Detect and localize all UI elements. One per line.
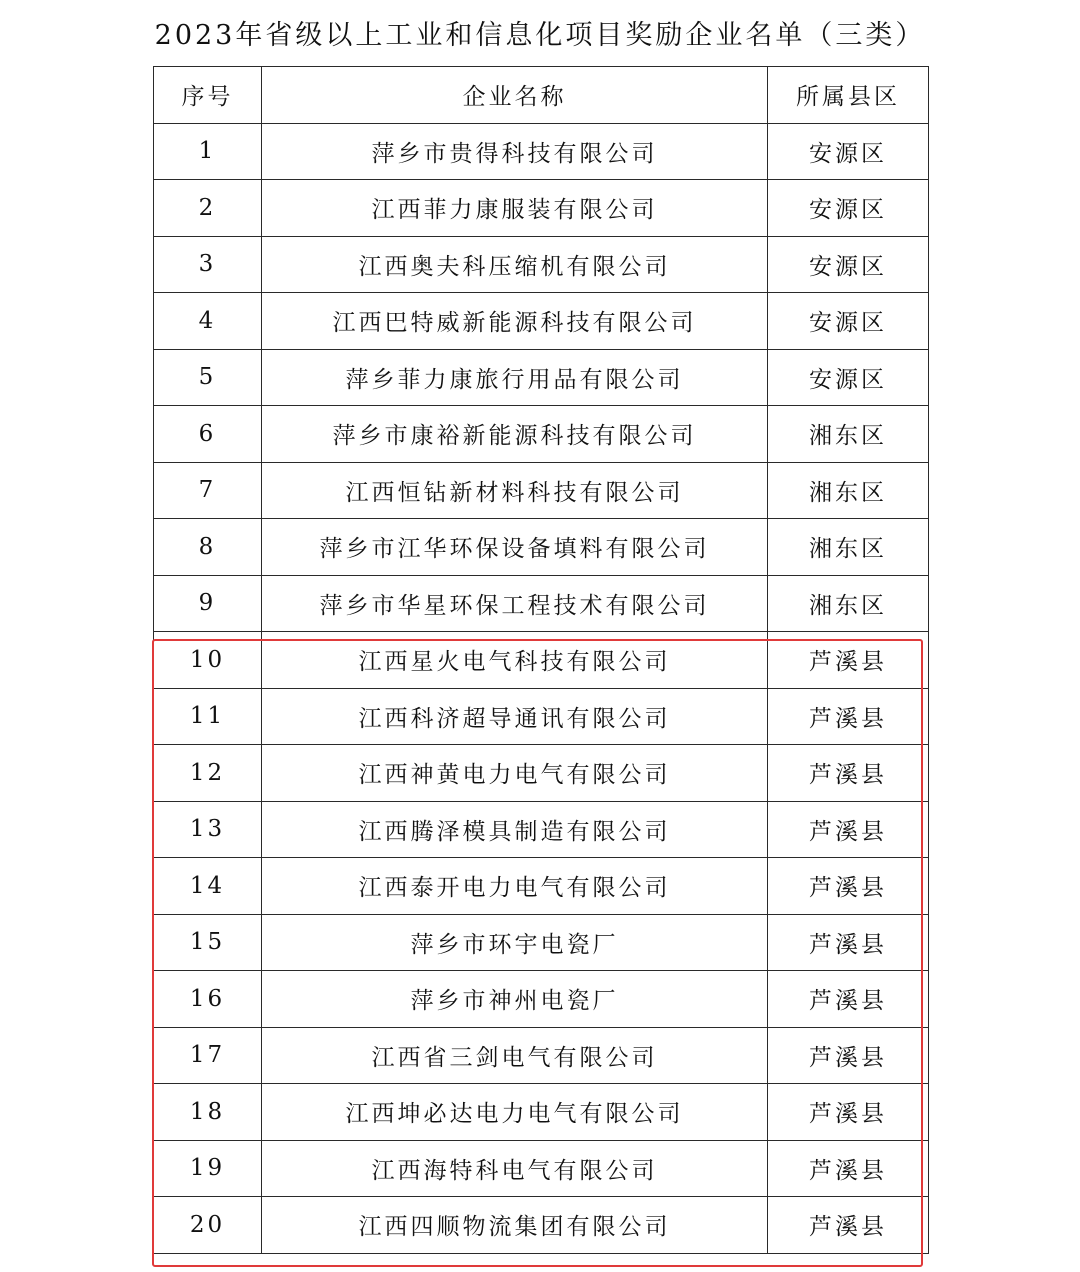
row-district: 芦溪县 — [768, 1084, 929, 1141]
header-district: 所属县区 — [768, 67, 929, 124]
row-no: 4 — [154, 293, 262, 350]
row-district: 湘东区 — [768, 462, 929, 519]
row-district: 芦溪县 — [768, 914, 929, 971]
row-no: 17 — [154, 1027, 262, 1084]
row-no: 3 — [154, 236, 262, 293]
row-company-name: 江西坤必达电力电气有限公司 — [262, 1084, 768, 1141]
row-district: 芦溪县 — [768, 632, 929, 689]
row-no: 16 — [154, 971, 262, 1028]
row-company-name: 萍乡菲力康旅行用品有限公司 — [262, 349, 768, 406]
row-district: 芦溪县 — [768, 1140, 929, 1197]
row-no: 20 — [154, 1197, 262, 1254]
table-row — [154, 462, 929, 519]
document-title: 2023年省级以上工业和信息化项目奖励企业名单（三类） — [154, 20, 926, 51]
row-company-name: 萍乡市贵得科技有限公司 — [262, 123, 768, 180]
row-district: 芦溪县 — [768, 971, 929, 1028]
row-no: 5 — [154, 349, 262, 406]
table-row — [154, 971, 929, 1028]
row-company-name: 江西科济超导通讯有限公司 — [262, 688, 768, 745]
row-district: 芦溪县 — [768, 858, 929, 915]
row-no: 14 — [154, 858, 262, 915]
row-district: 湘东区 — [768, 519, 929, 576]
row-company-name: 江西恒钻新材料科技有限公司 — [262, 462, 768, 519]
row-company-name: 江西泰开电力电气有限公司 — [262, 858, 768, 915]
row-company-name: 萍乡市江华环保设备填料有限公司 — [262, 519, 768, 576]
row-company-name: 江西巴特威新能源科技有限公司 — [262, 293, 768, 350]
table-row — [154, 858, 929, 915]
row-no: 10 — [154, 632, 262, 689]
row-district: 安源区 — [768, 180, 929, 237]
table-row — [154, 1027, 929, 1084]
row-district: 芦溪县 — [768, 1027, 929, 1084]
row-district: 安源区 — [768, 123, 929, 180]
table-row — [154, 123, 929, 180]
row-no: 12 — [154, 745, 262, 802]
table-row — [154, 180, 929, 237]
table-row — [154, 575, 929, 632]
row-district: 芦溪县 — [768, 745, 929, 802]
row-no: 1 — [154, 123, 262, 180]
row-company-name: 萍乡市神州电瓷厂 — [262, 971, 768, 1028]
row-no: 8 — [154, 519, 262, 576]
row-no: 6 — [154, 406, 262, 463]
row-company-name: 江西星火电气科技有限公司 — [262, 632, 768, 689]
row-no: 2 — [154, 180, 262, 237]
table-row — [154, 293, 929, 350]
row-company-name: 萍乡市康裕新能源科技有限公司 — [262, 406, 768, 463]
table-row — [154, 688, 929, 745]
row-district: 芦溪县 — [768, 1197, 929, 1254]
company-table — [153, 66, 929, 1254]
table-row — [154, 1084, 929, 1141]
row-company-name: 萍乡市环宇电瓷厂 — [262, 914, 768, 971]
row-company-name: 江西菲力康服装有限公司 — [262, 180, 768, 237]
table-header-row — [154, 67, 929, 124]
table-row — [154, 801, 929, 858]
row-no: 19 — [154, 1140, 262, 1197]
table-row — [154, 914, 929, 971]
table-row — [154, 349, 929, 406]
table-row — [154, 236, 929, 293]
row-no: 9 — [154, 575, 262, 632]
row-no: 7 — [154, 462, 262, 519]
row-company-name: 江西四顺物流集团有限公司 — [262, 1197, 768, 1254]
row-company-name: 江西神黄电力电气有限公司 — [262, 745, 768, 802]
row-district: 安源区 — [768, 236, 929, 293]
row-company-name: 江西海特科电气有限公司 — [262, 1140, 768, 1197]
row-district: 安源区 — [768, 349, 929, 406]
row-company-name: 萍乡市华星环保工程技术有限公司 — [262, 575, 768, 632]
row-no: 15 — [154, 914, 262, 971]
table-row — [154, 1140, 929, 1197]
table-row — [154, 519, 929, 576]
table-row — [154, 406, 929, 463]
row-no: 11 — [154, 688, 262, 745]
header-no: 序号 — [154, 67, 262, 124]
row-no: 18 — [154, 1084, 262, 1141]
table-row — [154, 745, 929, 802]
table-row — [154, 632, 929, 689]
row-company-name: 江西省三剑电气有限公司 — [262, 1027, 768, 1084]
row-district: 湘东区 — [768, 406, 929, 463]
row-district: 芦溪县 — [768, 801, 929, 858]
row-no: 13 — [154, 801, 262, 858]
row-district: 芦溪县 — [768, 688, 929, 745]
header-company-name: 企业名称 — [262, 67, 768, 124]
row-company-name: 江西腾泽模具制造有限公司 — [262, 801, 768, 858]
row-district: 湘东区 — [768, 575, 929, 632]
table-row — [154, 1197, 929, 1254]
row-company-name: 江西奥夫科压缩机有限公司 — [262, 236, 768, 293]
row-district: 安源区 — [768, 293, 929, 350]
